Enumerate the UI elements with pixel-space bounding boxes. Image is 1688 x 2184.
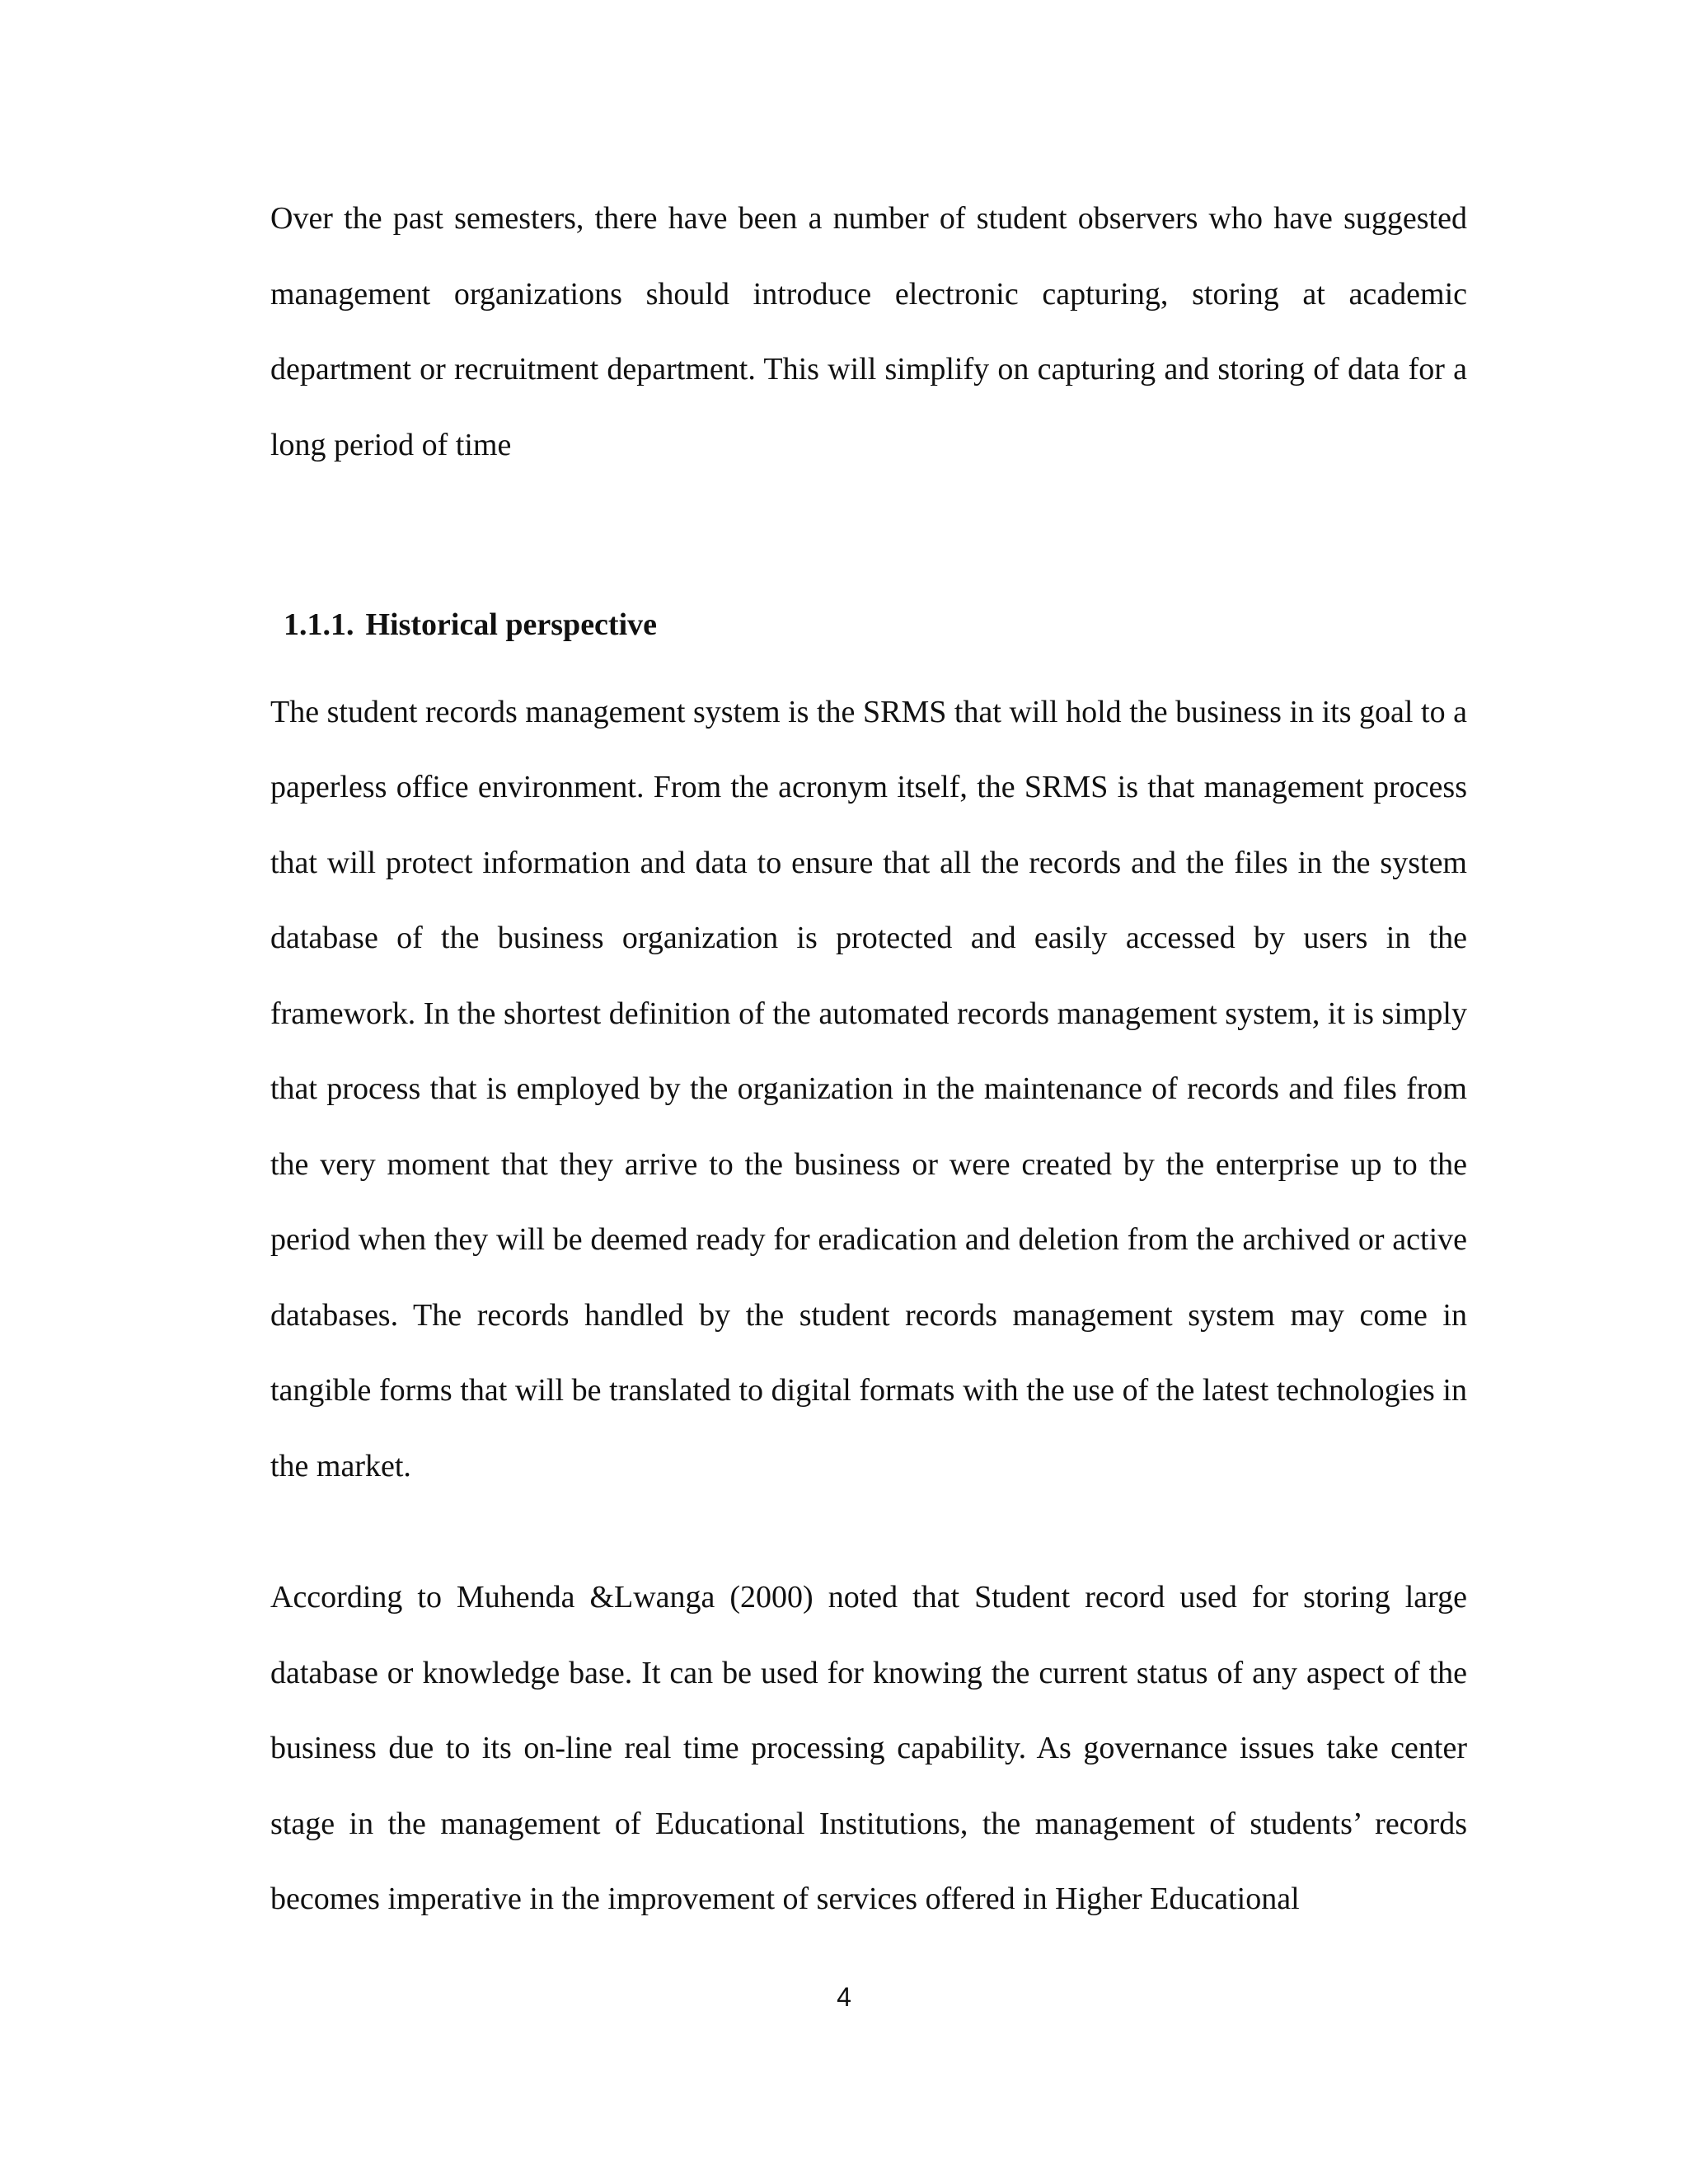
historical-paragraph: The student records management system is the SRMS that will hold the business in its goal to a paperless office environment. From the acronym itself, the SRMS is that management process that will protect information and data to ensure that all the records and the files in the system database of the business organization is protected and easily accessed by users in the framework. In the shortest definition of the automated records management system, it is simply that process that is employed by the organization in the maintenance of records and files from the very moment that they arrive to the business or were created by the enterprise up to the period when they will be deemed ready for eradication and deletion from the archived or active databases. The records handled by the student records management system may come in tangible forms that will be translated to digital formats with the use of the latest technologies in the market. — [270, 694, 1467, 1483]
section-number: 1.1.1. — [284, 607, 354, 642]
section-heading — [284, 588, 1467, 663]
page-body — [270, 181, 1467, 1938]
intro-paragraph: Over the past semesters, there have been a number of student observers who have suggested management organizations should introduce electronic capturing, storing at academic department or recruitment department. This will simplify on capturing and storing of data for a long period of time — [270, 201, 1467, 462]
page-number: 4 — [837, 1982, 851, 2012]
citation-paragraph: According to Muhenda &Lwanga (2000) noted that Student record used for storing large database or knowledge base. It can be used for knowing the current status of any aspect of the business due to its on-line real time processing capability. As governance issues take center stage in the management of Educational Institutions, the management of students’ records becomes imperative in the improvement of services offered in Higher Educational — [270, 1580, 1467, 1916]
section-title: Historical perspective — [365, 607, 658, 642]
